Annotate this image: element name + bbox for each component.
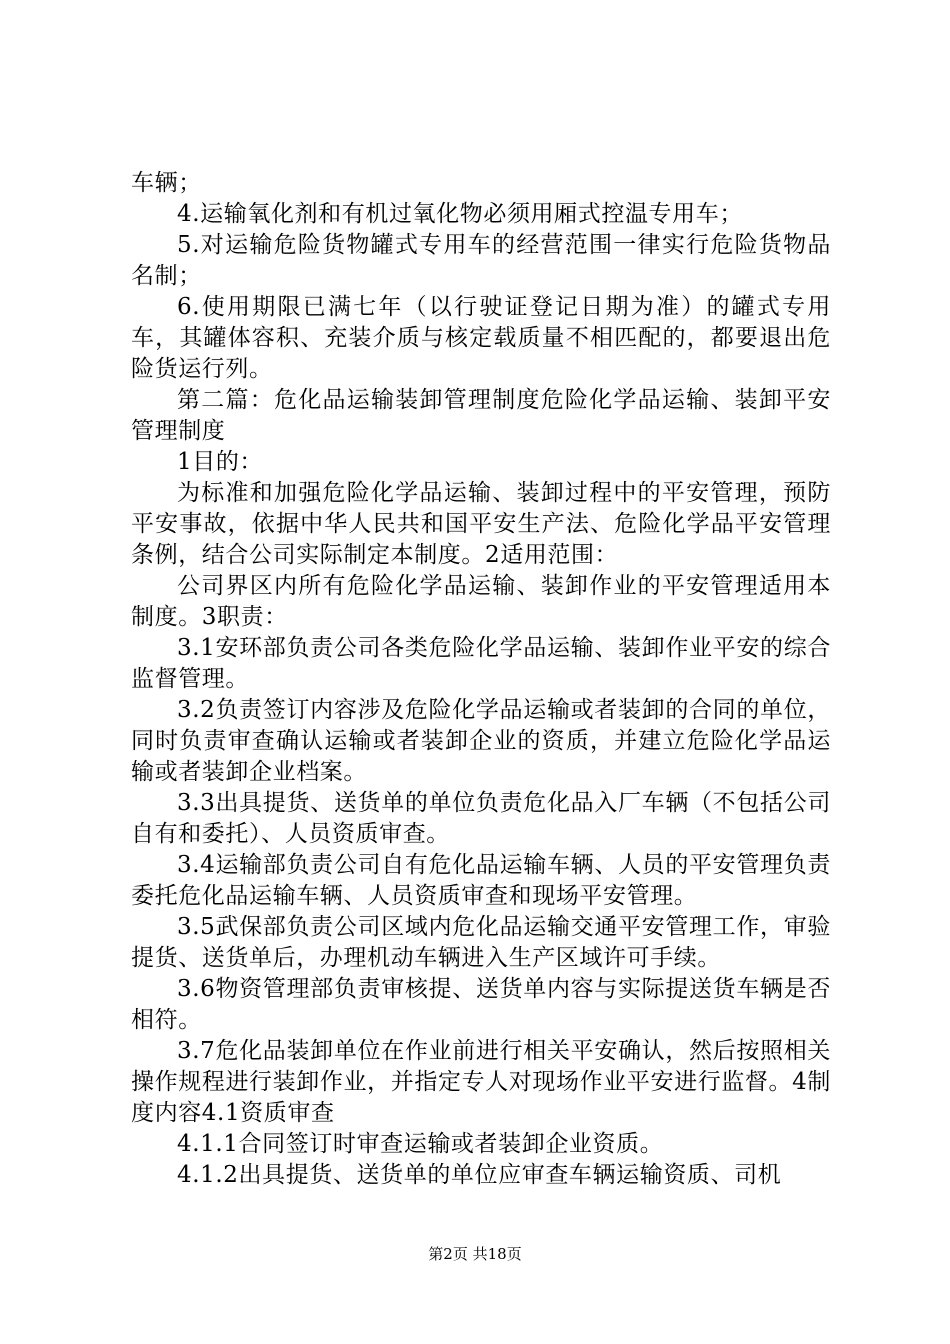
paragraph: 3.7危化品装卸单位在作业前进行相关平安确认，然后按照相关操作规程进行装卸作业，并指定专人对现场作业平安进行监督。4制度内容4.1资质审查 <box>131 1038 831 1126</box>
paragraph: 3.2负责签订内容涉及危险化学品运输或者装卸的合同的单位，同时负责审查确认运输或者装卸企业的资质，并建立危险化学品运输或者装卸企业档案。 <box>131 697 831 785</box>
paragraph: 5.对运输危险货物罐式专用车的经营范围一律实行危险货物品名制； <box>131 232 831 289</box>
section-heading: 第二篇：危化品运输装卸管理制度危险化学品运输、装卸平安管理制度 <box>131 387 831 444</box>
paragraph: 3.4运输部负责公司自有危化品运输车辆、人员的平安管理负责委托危化品运输车辆、人员资质审查和现场平安管理。 <box>131 852 831 909</box>
paragraph: 为标准和加强危险化学品运输、装卸过程中的平安管理，预防平安事故，依据中华人民共和国平安生产法、危险化学品平安管理条例，结合公司实际制定本制度。2适用范围： <box>131 480 831 568</box>
paragraph: 3.1安环部负责公司各类危险化学品运输、装卸作业平安的综合监督管理。 <box>131 635 831 692</box>
paragraph: 4.1.1合同签订时审查运输或者装卸企业资质。 <box>177 1131 664 1157</box>
paragraph: 3.6物资管理部负责审核提、送货单内容与实际提送货车辆是否相符。 <box>131 976 831 1033</box>
paragraph: 公司界区内所有危险化学品运输、装卸作业的平安管理适用本制度。3职责： <box>131 573 831 630</box>
paragraph: 1目的： <box>177 449 264 475</box>
paragraph: 3.3出具提货、送货单的单位负责危化品入厂车辆（不包括公司自有和委托）、人员资质审查。 <box>131 790 831 847</box>
paragraph: 6.使用期限已满七年（以行驶证登记日期为准）的罐式专用车，其罐体容积、充装介质与核定载质量不相匹配的，都要退出危险货运行列。 <box>131 294 831 382</box>
paragraph-continuation: 车辆； <box>131 170 202 196</box>
paragraph: 4.运输氧化剂和有机过氧化物必须用厢式控温专用车； <box>177 201 743 227</box>
body-text <box>131 168 831 1191</box>
page-number-footer: 第2页 共18页 <box>428 1245 522 1263</box>
paragraph: 3.5武保部负责公司区域内危化品运输交通平安管理工作，审验提货、送货单后，办理机动车辆进入生产区域许可手续。 <box>131 914 831 971</box>
paragraph: 4.1.2出具提货、送货单的单位应审查车辆运输资质、司机 <box>177 1162 782 1188</box>
